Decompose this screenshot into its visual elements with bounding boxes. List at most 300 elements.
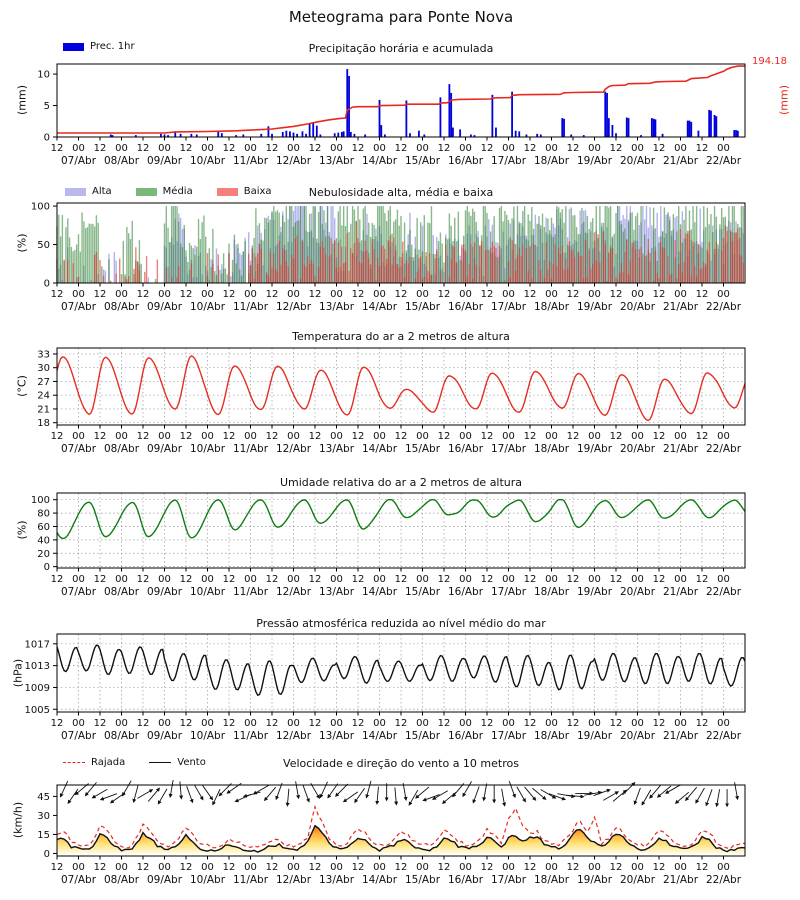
cloud-bar-media bbox=[180, 243, 181, 283]
cloud-bar-baixa bbox=[558, 248, 559, 283]
x-tick-label: 00 bbox=[545, 718, 558, 729]
x-tick-label: 12 bbox=[179, 289, 193, 300]
x-tick-label: 00 bbox=[201, 574, 214, 585]
cloud-bar-media bbox=[314, 207, 315, 283]
cloud-bar-baixa bbox=[553, 264, 554, 283]
x-tick-label: 12 bbox=[222, 431, 236, 442]
x-date-label: 22/Abr bbox=[705, 730, 742, 742]
precip-bar bbox=[309, 124, 311, 137]
cloud-bar-baixa bbox=[377, 258, 378, 283]
wind-direction-arrow bbox=[532, 788, 545, 799]
x-tick-label: 12 bbox=[351, 143, 365, 154]
x-tick-label: 00 bbox=[158, 289, 171, 300]
x-tick-label: 12 bbox=[652, 862, 666, 873]
x-tick-label: 12 bbox=[179, 431, 193, 442]
x-date-label: 14/Abr bbox=[361, 443, 398, 455]
x-tick-label: 12 bbox=[480, 862, 494, 873]
panel-frame bbox=[57, 634, 745, 712]
x-tick-label: 00 bbox=[545, 143, 558, 154]
wind-direction-arrow bbox=[158, 789, 167, 804]
x-tick-label: 12 bbox=[609, 431, 623, 442]
cloud-bar-media bbox=[447, 239, 448, 283]
x-tick-label: 00 bbox=[330, 143, 343, 154]
x-tick-label: 12 bbox=[394, 574, 408, 585]
cloud-bar-media bbox=[192, 248, 193, 283]
x-tick-label: 00 bbox=[158, 431, 171, 442]
x-tick-label: 12 bbox=[480, 574, 494, 585]
cloud-bar-baixa bbox=[407, 265, 408, 283]
cloud-bar-media bbox=[673, 214, 674, 283]
cloud-bar-media bbox=[615, 213, 616, 283]
cloud-bar-media bbox=[121, 274, 122, 283]
legend-label-rajada: Rajada bbox=[91, 757, 126, 768]
x-tick-label: 12 bbox=[566, 431, 580, 442]
wind-direction-arrow bbox=[613, 790, 626, 801]
x-tick-label: 12 bbox=[437, 862, 451, 873]
y-tick-label: 30 bbox=[37, 363, 50, 375]
cloud-bar-media bbox=[132, 221, 133, 283]
x-tick-label: 00 bbox=[631, 431, 644, 442]
cloud-bar-baixa bbox=[248, 254, 249, 283]
cloud-bar-baixa bbox=[605, 244, 606, 283]
cloud-bar-baixa bbox=[454, 247, 455, 283]
cloud-bar-baixa bbox=[519, 248, 520, 283]
wind-direction-arrow bbox=[254, 785, 269, 794]
cloud-bar-media bbox=[189, 243, 190, 283]
x-date-label: 09/Abr bbox=[146, 730, 183, 742]
x-tick-label: 00 bbox=[545, 862, 558, 873]
wind-direction-arrow bbox=[265, 787, 276, 800]
wind-direction-arrow bbox=[303, 786, 309, 802]
x-date-label: 17/Abr bbox=[490, 874, 527, 886]
cloud-bar-baixa bbox=[490, 248, 491, 283]
cloud-bar-baixa bbox=[714, 249, 715, 283]
cloud-bar-baixa bbox=[676, 278, 677, 283]
x-date-label: 13/Abr bbox=[318, 730, 355, 742]
cloud-bar-baixa bbox=[689, 231, 690, 283]
cloud-bar-media bbox=[719, 224, 720, 283]
x-date-label: 10/Abr bbox=[189, 155, 226, 167]
cloud-bar-baixa bbox=[485, 250, 486, 283]
cloud-bar-media bbox=[424, 215, 425, 283]
y-tick-label: 100 bbox=[30, 201, 50, 213]
x-date-label: 15/Abr bbox=[404, 874, 441, 886]
cloud-bar-baixa bbox=[124, 276, 125, 283]
x-date-label: 22/Abr bbox=[705, 301, 742, 313]
x-date-label: 18/Abr bbox=[533, 155, 570, 167]
x-tick-label: 12 bbox=[136, 289, 150, 300]
x-tick-label: 12 bbox=[50, 143, 64, 154]
y-tick-label: 1009 bbox=[24, 682, 50, 694]
cloud-bar-media bbox=[332, 244, 333, 283]
wind-direction-arrow bbox=[635, 788, 641, 804]
x-tick-label: 00 bbox=[416, 718, 429, 729]
y-tick-label: 20 bbox=[37, 548, 50, 560]
x-date-label: 22/Abr bbox=[705, 874, 742, 886]
x-tick-label: 00 bbox=[674, 289, 687, 300]
precip-bar bbox=[608, 118, 610, 137]
cloud-bar-baixa bbox=[416, 272, 417, 283]
cloud-bar-baixa bbox=[218, 254, 219, 283]
x-tick-label: 00 bbox=[330, 574, 343, 585]
wind-direction-arrow bbox=[443, 792, 456, 803]
cloud-bar-media bbox=[123, 241, 124, 283]
ylabel-precipitation: (mm) bbox=[15, 84, 29, 116]
x-date-label: 19/Abr bbox=[576, 155, 613, 167]
x-date-label: 08/Abr bbox=[103, 730, 140, 742]
precip-bar bbox=[285, 131, 287, 137]
cloud-bar-baixa bbox=[321, 241, 322, 283]
cloud-bar-media bbox=[76, 244, 77, 283]
x-date-label: 11/Abr bbox=[232, 586, 269, 598]
cloud-bar-baixa bbox=[347, 233, 348, 283]
cloud-bar-baixa bbox=[470, 244, 471, 283]
cloud-bar-media bbox=[176, 206, 177, 283]
cloud-bar-media bbox=[225, 269, 226, 283]
cloud-bar-baixa bbox=[657, 273, 658, 283]
x-tick-label: 12 bbox=[265, 431, 279, 442]
cloud-bar-media bbox=[187, 262, 188, 283]
x-tick-label: 00 bbox=[674, 718, 687, 729]
cloud-bar-baixa bbox=[311, 260, 312, 283]
x-tick-label: 00 bbox=[416, 143, 429, 154]
x-tick-label: 12 bbox=[50, 574, 64, 585]
cloud-bar-media bbox=[214, 271, 215, 283]
x-date-label: 17/Abr bbox=[490, 155, 527, 167]
x-tick-label: 12 bbox=[566, 718, 580, 729]
x-tick-label: 12 bbox=[523, 862, 537, 873]
x-tick-label: 12 bbox=[523, 143, 537, 154]
x-tick-label: 12 bbox=[695, 289, 709, 300]
cloud-bar-baixa bbox=[434, 259, 435, 283]
x-date-label: 16/Abr bbox=[447, 301, 484, 313]
x-tick-label: 00 bbox=[201, 431, 214, 442]
cloud-bar-baixa bbox=[735, 233, 736, 283]
ylabel-pressure: (hPa) bbox=[11, 658, 25, 688]
cloud-bar-media bbox=[196, 247, 197, 283]
cloud-bar-baixa bbox=[723, 238, 724, 283]
wind-direction-arrow bbox=[123, 781, 132, 796]
x-tick-label: 12 bbox=[609, 289, 623, 300]
cloud-bar-media bbox=[69, 237, 70, 283]
wind-direction-arrow bbox=[187, 786, 193, 802]
cloud-bar-baixa bbox=[664, 248, 665, 283]
accumulated-precip-line bbox=[57, 66, 745, 133]
x-tick-label: 12 bbox=[351, 574, 365, 585]
wind-direction-arrow bbox=[423, 795, 439, 801]
y-tick-label: 21 bbox=[37, 404, 50, 416]
cloud-bar-media bbox=[506, 215, 507, 283]
x-date-label: 21/Abr bbox=[662, 301, 699, 313]
x-tick-label: 12 bbox=[695, 574, 709, 585]
x-date-label: 08/Abr bbox=[103, 155, 140, 167]
cloud-bar-baixa bbox=[667, 256, 668, 283]
cloud-bar-baixa bbox=[252, 248, 253, 283]
x-date-label: 20/Abr bbox=[619, 155, 656, 167]
x-tick-label: 00 bbox=[631, 718, 644, 729]
cloud-bar-media bbox=[227, 274, 228, 283]
x-date-label: 19/Abr bbox=[576, 874, 613, 886]
x-date-label: 09/Abr bbox=[146, 155, 183, 167]
cloud-bar-media bbox=[289, 206, 290, 283]
cloud-bar-baixa bbox=[572, 249, 573, 283]
cloud-bar-media bbox=[504, 211, 505, 283]
x-tick-label: 00 bbox=[115, 431, 128, 442]
x-tick-label: 12 bbox=[695, 862, 709, 873]
x-tick-label: 00 bbox=[158, 718, 171, 729]
cloud-bar-baixa bbox=[171, 277, 172, 283]
cloud-bar-media bbox=[669, 220, 670, 283]
x-date-label: 12/Abr bbox=[275, 730, 312, 742]
x-tick-label: 12 bbox=[695, 431, 709, 442]
cloud-bar-media bbox=[459, 260, 460, 283]
legend-label-vento: Vento bbox=[177, 757, 206, 768]
y-tick-label: 10 bbox=[37, 69, 50, 81]
precip-bar bbox=[452, 128, 454, 137]
cloud-bar-baixa bbox=[517, 255, 518, 283]
cloud-bar-baixa bbox=[708, 242, 709, 283]
cloud-bar-baixa bbox=[261, 248, 262, 283]
cloud-bar-media bbox=[587, 216, 588, 283]
wind-direction-arrow bbox=[287, 789, 288, 806]
cloud-bar-baixa bbox=[479, 245, 480, 283]
wind-area bbox=[57, 826, 745, 854]
cloud-bar-media bbox=[241, 275, 242, 283]
x-tick-label: 12 bbox=[480, 143, 494, 154]
cloud-bar-media bbox=[422, 251, 423, 283]
wind-direction-arrow bbox=[355, 788, 365, 802]
cloud-bar-baixa bbox=[635, 250, 636, 283]
precip-bar bbox=[561, 118, 563, 137]
cloud-bar-media bbox=[155, 279, 156, 283]
cloud-bar-media bbox=[710, 214, 711, 283]
x-tick-label: 00 bbox=[287, 862, 300, 873]
cloud-bar-baixa bbox=[284, 250, 285, 283]
precip-bar bbox=[350, 132, 352, 137]
x-tick-label: 00 bbox=[72, 143, 85, 154]
cloud-bar-baixa bbox=[669, 275, 670, 283]
cloud-bar-baixa bbox=[386, 259, 387, 283]
cloud-bar-media bbox=[583, 222, 584, 283]
x-date-label: 22/Abr bbox=[705, 443, 742, 455]
cloud-bar-baixa bbox=[166, 267, 167, 283]
x-tick-label: 00 bbox=[717, 862, 730, 873]
cloud-bar-baixa bbox=[703, 262, 704, 283]
precip-bar bbox=[628, 118, 630, 137]
x-tick-label: 12 bbox=[93, 289, 107, 300]
x-tick-label: 00 bbox=[287, 431, 300, 442]
cloud-bar-baixa bbox=[379, 266, 380, 283]
y-tick-label: 50 bbox=[37, 240, 50, 252]
cloud-bar-baixa bbox=[395, 250, 396, 283]
cloud-bar-baixa bbox=[366, 250, 367, 283]
cloud-bar-media bbox=[665, 233, 666, 283]
cloud-bar-baixa bbox=[467, 277, 468, 283]
cloud-bar-baixa bbox=[619, 273, 620, 283]
cloud-bar-baixa bbox=[354, 243, 355, 283]
cloud-bar-baixa bbox=[644, 257, 645, 283]
cloud-bar-media bbox=[209, 248, 210, 283]
wind-direction-arrow bbox=[194, 785, 203, 800]
x-date-label: 15/Abr bbox=[404, 586, 441, 598]
x-tick-label: 00 bbox=[330, 289, 343, 300]
x-tick-label: 00 bbox=[631, 143, 644, 154]
x-tick-label: 00 bbox=[373, 574, 386, 585]
x-tick-label: 12 bbox=[308, 862, 322, 873]
x-tick-label: 00 bbox=[373, 431, 386, 442]
cloud-bar-baixa bbox=[409, 257, 410, 283]
cloud-bar-baixa bbox=[515, 271, 516, 283]
cloud-bar-baixa bbox=[594, 232, 595, 283]
cloud-bar-baixa bbox=[390, 235, 391, 283]
x-date-label: 09/Abr bbox=[146, 874, 183, 886]
cloud-bar-media bbox=[98, 223, 99, 283]
cloud-bar-baixa bbox=[603, 232, 604, 283]
cloud-bar-media bbox=[130, 239, 131, 283]
cloud-bar-baixa bbox=[146, 256, 147, 283]
precip-bar bbox=[615, 133, 617, 137]
cloud-bar-baixa bbox=[682, 273, 683, 283]
cloud-bar-baixa bbox=[99, 260, 100, 283]
x-tick-label: 00 bbox=[330, 718, 343, 729]
precip-bar bbox=[491, 95, 493, 137]
x-tick-label: 12 bbox=[50, 862, 64, 873]
cloud-bar-baixa bbox=[562, 246, 563, 283]
wind-direction-arrow bbox=[213, 789, 220, 804]
x-tick-label: 12 bbox=[93, 718, 107, 729]
cloud-bar-baixa bbox=[522, 245, 523, 283]
cloud-bar-baixa bbox=[624, 252, 625, 283]
cloud-bar-baixa bbox=[343, 263, 344, 283]
cloud-bar-baixa bbox=[191, 264, 192, 283]
cloud-bar-media bbox=[203, 215, 204, 283]
cloud-bar-baixa bbox=[370, 264, 371, 283]
x-date-label: 20/Abr bbox=[619, 730, 656, 742]
cloud-bar-baixa bbox=[571, 251, 572, 283]
x-tick-label: 00 bbox=[287, 143, 300, 154]
x-tick-label: 12 bbox=[437, 718, 451, 729]
cloud-bar-baixa bbox=[287, 266, 288, 283]
x-tick-label: 12 bbox=[652, 574, 666, 585]
x-tick-label: 00 bbox=[459, 143, 472, 154]
x-tick-label: 00 bbox=[545, 289, 558, 300]
x-date-label: 14/Abr bbox=[361, 874, 398, 886]
x-tick-label: 12 bbox=[394, 431, 408, 442]
x-tick-label: 12 bbox=[652, 143, 666, 154]
x-tick-label: 00 bbox=[545, 574, 558, 585]
cloud-bar-media bbox=[171, 206, 172, 283]
precip-bar bbox=[380, 125, 382, 137]
y-tick-label: 18 bbox=[37, 418, 50, 430]
cloud-bar-baixa bbox=[144, 272, 145, 283]
wind-direction-arrow bbox=[403, 783, 406, 800]
cloud-bar-baixa bbox=[631, 243, 632, 283]
cloud-bar-baixa bbox=[545, 242, 546, 283]
cloud-bar-baixa bbox=[685, 233, 686, 283]
cloud-bar-baixa bbox=[67, 260, 68, 283]
cloud-bar-media bbox=[81, 212, 82, 283]
x-date-label: 18/Abr bbox=[533, 874, 570, 886]
cloud-bar-baixa bbox=[345, 262, 346, 283]
y-tick-label: 100 bbox=[30, 495, 50, 507]
cloud-bar-baixa bbox=[350, 248, 351, 283]
cloud-bar-baixa bbox=[334, 241, 335, 283]
x-tick-label: 00 bbox=[330, 431, 343, 442]
wind-direction-arrow bbox=[367, 781, 371, 797]
cloud-bar-baixa bbox=[680, 229, 681, 283]
x-date-label: 07/Abr bbox=[60, 730, 97, 742]
cloud-bar-baixa bbox=[384, 249, 385, 283]
x-date-label: 21/Abr bbox=[662, 874, 699, 886]
wind-direction-arrow bbox=[517, 787, 526, 802]
x-tick-label: 12 bbox=[222, 718, 236, 729]
cloud-bar-baixa bbox=[115, 274, 116, 283]
wind-direction-arrow bbox=[134, 785, 138, 801]
wind-direction-arrow bbox=[148, 788, 159, 801]
cloud-bar-media bbox=[237, 244, 238, 283]
x-tick-label: 00 bbox=[459, 289, 472, 300]
cloud-bar-baixa bbox=[364, 241, 365, 283]
x-date-label: 11/Abr bbox=[232, 443, 269, 455]
cloud-bar-baixa bbox=[255, 257, 256, 283]
cloud-bar-media bbox=[65, 227, 66, 283]
cloud-bar-baixa bbox=[137, 262, 138, 283]
x-tick-label: 12 bbox=[351, 431, 365, 442]
cloud-bar-media bbox=[253, 238, 254, 283]
x-tick-label: 00 bbox=[287, 289, 300, 300]
cloud-bar-media bbox=[71, 247, 72, 283]
x-date-label: 21/Abr bbox=[662, 155, 699, 167]
precip-bar bbox=[341, 132, 343, 137]
cloud-bar-media bbox=[488, 250, 489, 283]
cloud-bar-baixa bbox=[178, 266, 179, 283]
x-date-label: 10/Abr bbox=[189, 443, 226, 455]
cloud-bar-media bbox=[210, 267, 211, 283]
y-tick-label: 80 bbox=[37, 508, 50, 520]
wind-direction-arrow bbox=[666, 785, 681, 794]
x-tick-label: 00 bbox=[674, 862, 687, 873]
cloud-bar-media bbox=[467, 206, 468, 283]
wind-direction-arrow bbox=[61, 781, 68, 796]
cloud-bar-baixa bbox=[499, 246, 500, 283]
cloud-bar-baixa bbox=[291, 255, 292, 283]
x-tick-label: 00 bbox=[115, 143, 128, 154]
x-tick-label: 00 bbox=[416, 431, 429, 442]
cloud-bar-media bbox=[646, 255, 647, 283]
x-tick-label: 12 bbox=[308, 431, 322, 442]
ylabel-humidity: (%) bbox=[15, 520, 29, 540]
y-tick-label: 40 bbox=[37, 535, 50, 547]
cloud-bar-baixa bbox=[701, 268, 702, 283]
wind-direction-arrow bbox=[296, 781, 299, 798]
cloud-bar-baixa bbox=[270, 251, 271, 283]
x-date-label: 20/Abr bbox=[619, 301, 656, 313]
cloud-bar-baixa bbox=[431, 275, 432, 283]
x-date-label: 15/Abr bbox=[404, 443, 441, 455]
cloud-bar-baixa bbox=[373, 249, 374, 283]
y-tick-label: 27 bbox=[37, 376, 50, 388]
panel-title-pressure: Pressão atmosférica reduzida ao nível médio do mar bbox=[256, 617, 546, 630]
cloud-bar-baixa bbox=[271, 268, 272, 283]
cloud-bar-baixa bbox=[275, 269, 276, 283]
cloud-bar-media bbox=[58, 215, 59, 283]
cloud-bar-media bbox=[235, 263, 236, 283]
cloud-bar-media bbox=[219, 270, 220, 283]
cloud-bar-baixa bbox=[307, 256, 308, 283]
x-date-label: 17/Abr bbox=[490, 730, 527, 742]
wind-direction-arrow bbox=[244, 792, 260, 796]
precip-bar bbox=[651, 118, 653, 137]
